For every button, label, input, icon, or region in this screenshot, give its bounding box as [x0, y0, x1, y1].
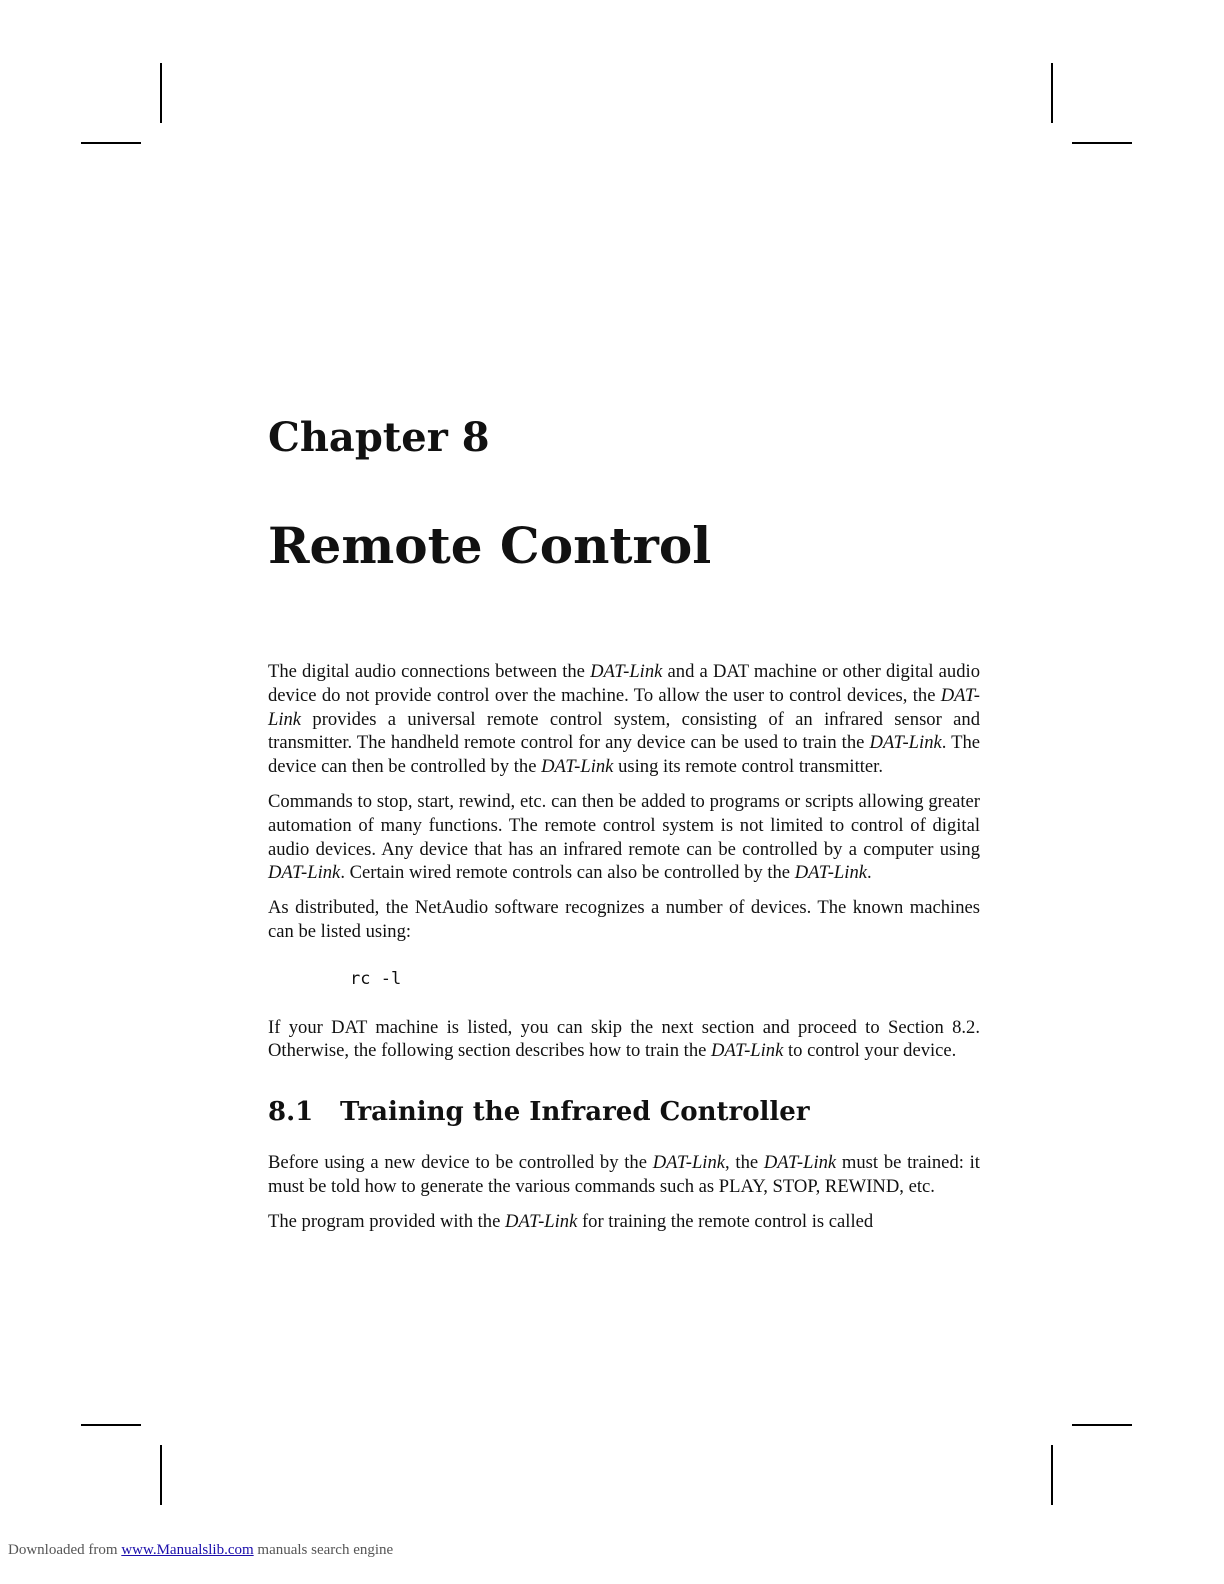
product-name: DAT-Link: [505, 1210, 578, 1232]
product-name: DAT-Link: [268, 684, 980, 730]
crop-mark: [1072, 142, 1132, 144]
crop-mark: [160, 63, 162, 123]
crop-mark: [1051, 63, 1053, 123]
paragraph: If your DAT machine is listed, you can skip the next section and proceed to Section 8.2. Otherwise, the following section describes how to train the DAT-Link to control your device.: [268, 1016, 980, 1062]
section-heading: [268, 1097, 980, 1128]
code-block: rc -l: [350, 968, 402, 989]
chapter-label: Chapter 8: [268, 414, 490, 461]
product-name: DAT-Link: [652, 1151, 726, 1173]
product-name: DAT-Link: [869, 732, 942, 754]
crop-mark: [1072, 1424, 1132, 1426]
product-name: DAT-Link: [541, 756, 614, 778]
product-name: DAT-Link: [794, 862, 867, 884]
paragraph: As distributed, the NetAudio software recognizes a number of devices. The known machines can be listed using:: [268, 897, 980, 942]
product-name: DAT-Link: [711, 1040, 784, 1062]
paragraph: The program provided with the DAT-Link for training the remote control is called: [268, 1210, 874, 1232]
chapter-title: Remote Control: [268, 516, 712, 575]
chapter-body: [268, 660, 980, 1244]
product-name: DAT-Link: [590, 661, 663, 682]
paragraph: The digital audio connections between the DAT-Link and a DAT machine or other digital audio device do not provide control over the machine. To allow the user to control devices, the DAT-Link provides a universal remote control system, consisting of an infrared sensor and transmitter. The handheld remote control for any device can be used to train the DAT-Link. The device can then be controlled by the DAT-Link using its remote control transmitter.: [268, 661, 981, 778]
product-name: DAT-Link: [763, 1151, 837, 1173]
section-title: Training the Infrared Controller: [340, 1097, 810, 1128]
section-number: 8.1: [268, 1097, 314, 1128]
download-footer: Downloaded from www.Manualslib.com manuals search engine: [8, 1542, 394, 1558]
paragraph: Commands to stop, start, rewind, etc. can then be added to programs or scripts allowing greater automation of many functions. The remote control system is not limited to control of digital audio devices. Any device that has an infrared remote can be controlled by a computer using DAT-Link. Certain wired remote controls can also be controlled by the DAT-Link.: [268, 790, 980, 884]
paragraph: Before using a new device to be controlled by the DAT-Link, the DAT-Link must be trained: it must be told how to generate the various commands such as PLAY, STOP, REWIND, etc.: [268, 1151, 980, 1197]
crop-mark: [1051, 1445, 1053, 1505]
crop-mark: [81, 1424, 141, 1426]
crop-mark: [81, 142, 141, 144]
crop-mark: [160, 1445, 162, 1505]
manualslib-link[interactable]: www.Manualslib.com: [121, 1542, 254, 1558]
product-name: DAT-Link: [268, 862, 341, 884]
